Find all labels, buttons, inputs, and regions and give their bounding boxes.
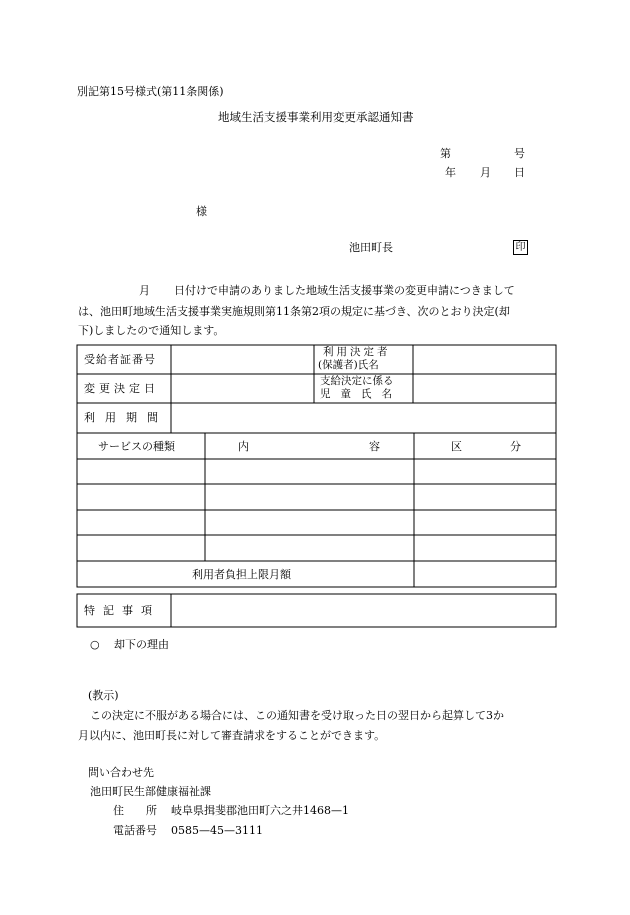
instruction-line2: 月以内に、池田町長に対して審査請求をすることができます。 <box>78 729 386 742</box>
date-month: 月 <box>480 166 491 179</box>
contact-department: 池田町民生部健康福祉課 <box>90 785 211 798</box>
rejection-label: 却下の理由 <box>114 638 169 651</box>
header-category-a: 区 <box>451 440 462 453</box>
rejection-bullet: ○ <box>90 638 100 651</box>
issuer-name: 池田町長 <box>349 241 393 254</box>
document-title: 地域生活支援事業利用変更承認通知書 <box>218 110 414 124</box>
label-child-line1: 支給決定に係る <box>320 375 394 387</box>
addressee-suffix: 様 <box>196 205 207 218</box>
contact-address: 岐阜県揖斐郡池田町六之井1468—1 <box>171 804 349 817</box>
contact-heading: 問い合わせ先 <box>88 766 154 779</box>
number-dai: 第 <box>440 147 451 160</box>
contact-phone: 0585—45—3111 <box>171 824 263 837</box>
label-child-line2: 児童氏名 <box>320 388 402 400</box>
label-decision-person-line1: 利用決定者 <box>323 346 391 358</box>
instruction-heading: (教示) <box>88 689 119 702</box>
label-decision-person-line2: (保護者)氏名 <box>318 359 379 371</box>
header-category-b: 分 <box>510 440 521 453</box>
label-monthly-limit: 利用者負担上限月額 <box>192 568 291 581</box>
label-recipient-number: 受給者証番号 <box>84 353 156 366</box>
header-content-a: 内 <box>238 440 249 453</box>
body-line3: 下)しましたので通知します。 <box>78 324 225 337</box>
label-remarks: 特記事項 <box>84 604 160 617</box>
instruction-line1: この決定に不服がある場合には、この通知書を受け取った日の翌日から起算して3か <box>90 709 504 722</box>
header-content-b: 容 <box>369 440 380 453</box>
body-line2: は、池田町地域生活支援事業実施規則第11条第2項の規定に基づき、次のとおり決定(却 <box>78 305 510 318</box>
label-change-date: 変更決定日 <box>84 382 159 395</box>
contact-phone-label: 電話番号 <box>113 824 157 837</box>
header-service-type: サービスの種類 <box>98 440 175 453</box>
body-line1: 日付けで申請のありました地域生活支援事業の変更申請につきまして <box>174 284 515 297</box>
contact-address-label: 住 所 <box>113 804 157 817</box>
label-usage-period: 利用期間 <box>84 411 168 424</box>
seal-mark: 印 <box>513 240 528 255</box>
number-go: 号 <box>514 147 525 160</box>
date-year: 年 <box>445 166 456 179</box>
body-month: 月 <box>139 284 150 297</box>
date-day: 日 <box>514 166 525 179</box>
form-number: 別記第15号様式(第11条関係) <box>77 85 224 98</box>
